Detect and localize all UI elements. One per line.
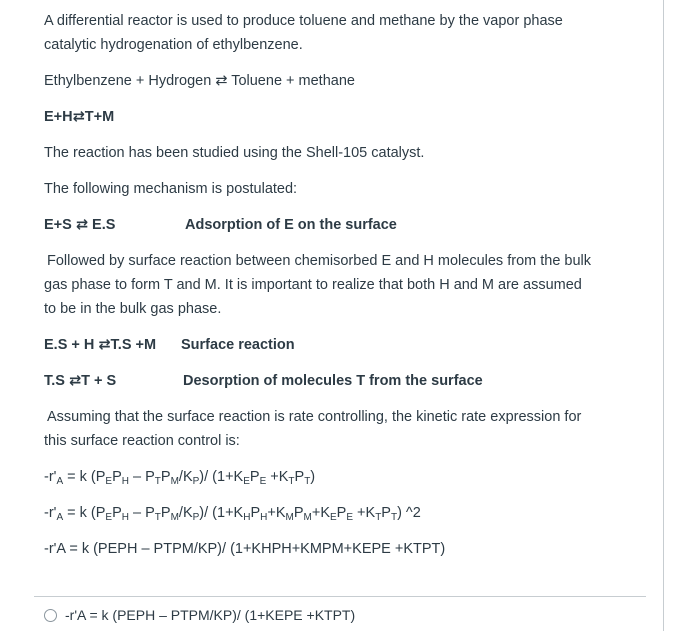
reaction-symbols: E+H⇄T+M [44, 109, 115, 125]
intro-line-2: catalytic hydrogenation of ethylbenzene. [44, 37, 303, 53]
step-2-equation: E.S + H ⇄T.S +M [44, 337, 157, 353]
followed-line-3: to be in the bulk gas phase. [44, 301, 222, 317]
option-1-radio[interactable] [44, 609, 57, 622]
rate-equation-3: -r'A = k (PEPH – PTPM/KP)/ (1+KHPH+KMPM+KEPE +KTPT) [44, 541, 446, 557]
step-1-equation: E+S ⇄ E.S [44, 217, 116, 233]
mechanism-step-3 [44, 369, 604, 393]
step-3-equation: T.S ⇄T + S [44, 373, 117, 389]
followed-line-1: Followed by surface reaction between chemisorbed E and H molecules from the bulk [47, 253, 592, 269]
mechanism-step-2 [44, 333, 604, 357]
step-1-label: Adsorption of E on the surface [185, 217, 397, 233]
option-1-label[interactable]: -r'A = k (PEPH – PTPM/KP)/ (1+KEPE +KTPT) [65, 607, 356, 623]
mechanism-step-1 [44, 213, 604, 237]
assuming-line-2: this surface reaction control is: [44, 433, 240, 449]
step-2-label: Surface reaction [181, 337, 295, 353]
intro-line-1: A differential reactor is used to produce toluene and methane by the vapor phase [44, 13, 563, 29]
catalyst-note: The reaction has been studied using the Shell-105 catalyst. [44, 145, 425, 161]
followed-line-2: gas phase to form T and M. It is important to realize that both H and M are assumed [44, 277, 582, 293]
assuming-line-1: Assuming that the surface reaction is rate controlling, the kinetic rate expression for [47, 409, 582, 425]
answer-divider [34, 596, 646, 597]
rate-equation-1: $-r'_A = k$ $(P_EP_H - P_TP_M/K_P)/$ $(1+K_EP_E +K_TP_T)$ [44, 469, 316, 487]
mechanism-intro: The following mechanism is postulated: [44, 181, 298, 197]
reaction-words: Ethylbenzene + Hydrogen ⇄ Toluene + methane [44, 73, 355, 89]
step-3-label: Desorption of molecules T from the surface [183, 373, 483, 389]
rate-equation-2: $-r'_A = k$ $(P_EP_H - P_TP_M/K_P)/$ $(1+K_HP_H+K_MP_M+K_EP_E +K_TP_T)$ ^2 [44, 505, 421, 523]
